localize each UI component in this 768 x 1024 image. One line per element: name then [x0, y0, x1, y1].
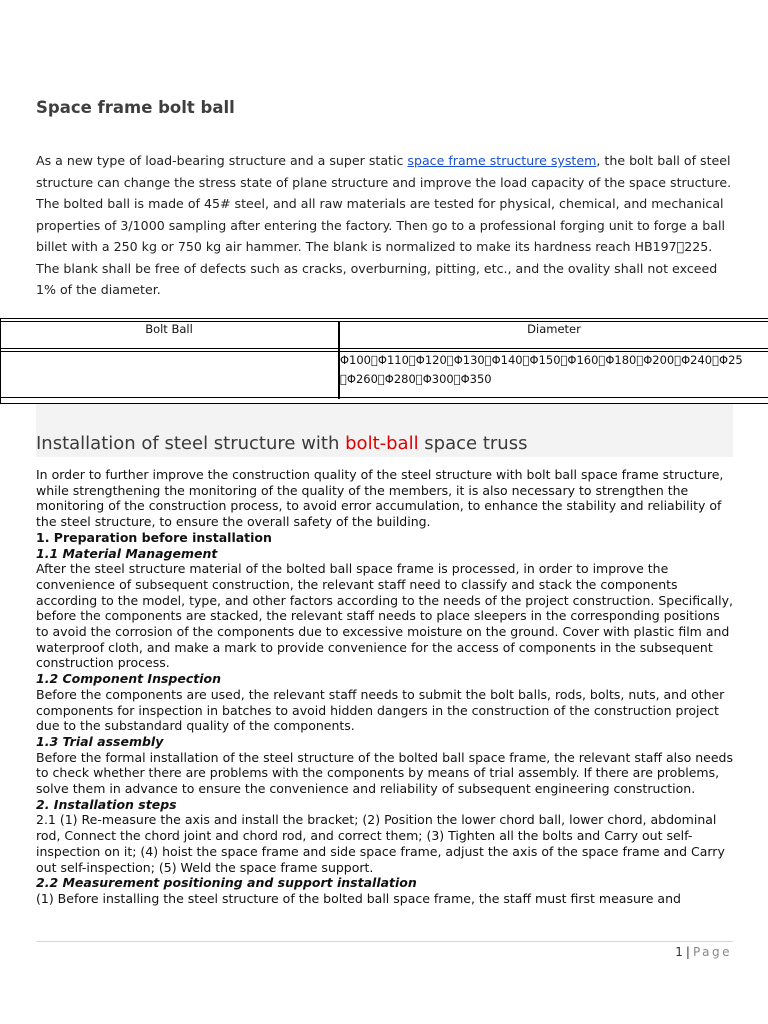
intro-text-after-link: , the bolt ball of steel structure can change the stress state of plane structure and improve the load capacity of the space structure.: [36, 153, 732, 190]
section-heading: [36, 433, 527, 454]
page-footer: [675, 945, 732, 959]
intro-text: [36, 150, 736, 301]
footer-separator: |: [685, 945, 690, 959]
heading-measurement-positioning: 2.2 Measurement positioning and support installation: [36, 875, 417, 891]
heading-installation-steps: 2. Installation steps: [36, 796, 177, 812]
intro-paragraph-1: [36, 150, 736, 193]
paragraph-material-management: After the steel structure material of the bolted ball space frame is processed, in order to improve the convenience of subsequent construction, the relevant staff need to classify and stack the components according to the model, type, and other factors according to the needs of the project construction. Specifically, before the components are stacked, the relevant staff needs to place sleepers in the corresponding positions to avoid the corrosion of the components due to excessive moisture on the ground. Cover with plastic film and waterproof cloth, and make a mark to provide convenience for the access of components in the subsequent construction process.: [36, 561, 733, 671]
section-intro-paragraph: In order to further improve the construction quality of the steel structure with bolt ball space frame structure, while strengthening the monitoring of the quality of the members, it is also necessary to strengthen the monitoring of the construction process, to avoid error accumulation, to enhance the stability and reliability of the steel structure, to ensure the overall safety of the building.: [36, 467, 724, 530]
heading-preparation: 1. Preparation before installation: [36, 529, 272, 545]
table-header-bolt-ball: Bolt Ball: [145, 322, 193, 336]
intro-text-before-link: As a new type of load-bearing structure and a super static: [36, 153, 408, 168]
heading-component-inspection: 1.2 Component Inspection: [36, 671, 221, 687]
page-label: Page: [692, 945, 732, 959]
table-row-divider: [0, 351, 768, 352]
page-number: 1: [675, 945, 683, 959]
footer-divider: [36, 941, 733, 942]
table-border-bottom: [0, 397, 768, 398]
section-heading-text: Installation of steel structure with: [36, 433, 346, 454]
space-frame-structure-link[interactable]: space frame structure system: [407, 153, 597, 168]
table-cell-diameters-continued:  Φ260 Φ280 Φ300 Φ350: [340, 372, 492, 386]
section-heading-highlight: bolt-ball: [345, 433, 419, 454]
table-cell-diameters: Φ100 Φ110 Φ120 Φ130 Φ140 Φ150 Φ160 Φ180 Φ200 Φ240 Φ25: [340, 353, 743, 367]
paragraph-measurement-positioning: (1) Before installing the steel structure of the bolted ball space frame, the staff must first measure and: [36, 890, 681, 906]
article-body: [36, 467, 736, 907]
heading-trial-assembly: 1.3 Trial assembly: [36, 733, 164, 749]
page-title: Space frame bolt ball: [36, 98, 235, 117]
paragraph-trial-assembly: Before the formal installation of the steel structure of the bolted ball space frame, the relevant staff also needs to check whether there are problems with the components by means of trial assembly. If there are problems, solve them in advance to ensure the convenience and reliability of subsequent engineering construction.: [36, 749, 733, 797]
paragraph-installation-steps: 2.1 (1) Re-measure the axis and install the bracket; (2) Position the lower chord ball, lower chord, abdominal rod, Connect the chord joint and chord rod, and correct them; (3) Tighten all the bolts and Carry out self-inspection on it; (4) hoist the space frame and side space frame, adjust the axis of the space frame and Carry out self-inspection; (5) Weld the space frame support.: [36, 812, 725, 875]
table-header-diameter: Diameter: [527, 322, 581, 336]
section-heading-text-end: space truss: [418, 433, 528, 454]
heading-material-management: 1.1 Material Management: [36, 545, 218, 561]
intro-paragraph-2: The bolted ball is made of 45# steel, and all raw materials are tested for physical, chemical, and mechanical properties of 3/1000 sampling after entering the factory. Then go to a professional forging unit to forge a ball billet with a 250 kg or 750 kg air hammer. The blank is normalized to make its hardness reach HB197 225. The blank shall be free of defects such as cracks, overburning, pitting, etc., and the ovality shall not exceed 1% of the diameter.: [36, 196, 726, 297]
table-row-divider: [0, 348, 768, 349]
paragraph-component-inspection: Before the components are used, the relevant staff needs to submit the bolt balls, rods, bolts, nuts, and other components for inspection in batches to avoid hidden dangers in the construction of the construction project due to the substandard quality of the components.: [36, 686, 725, 734]
